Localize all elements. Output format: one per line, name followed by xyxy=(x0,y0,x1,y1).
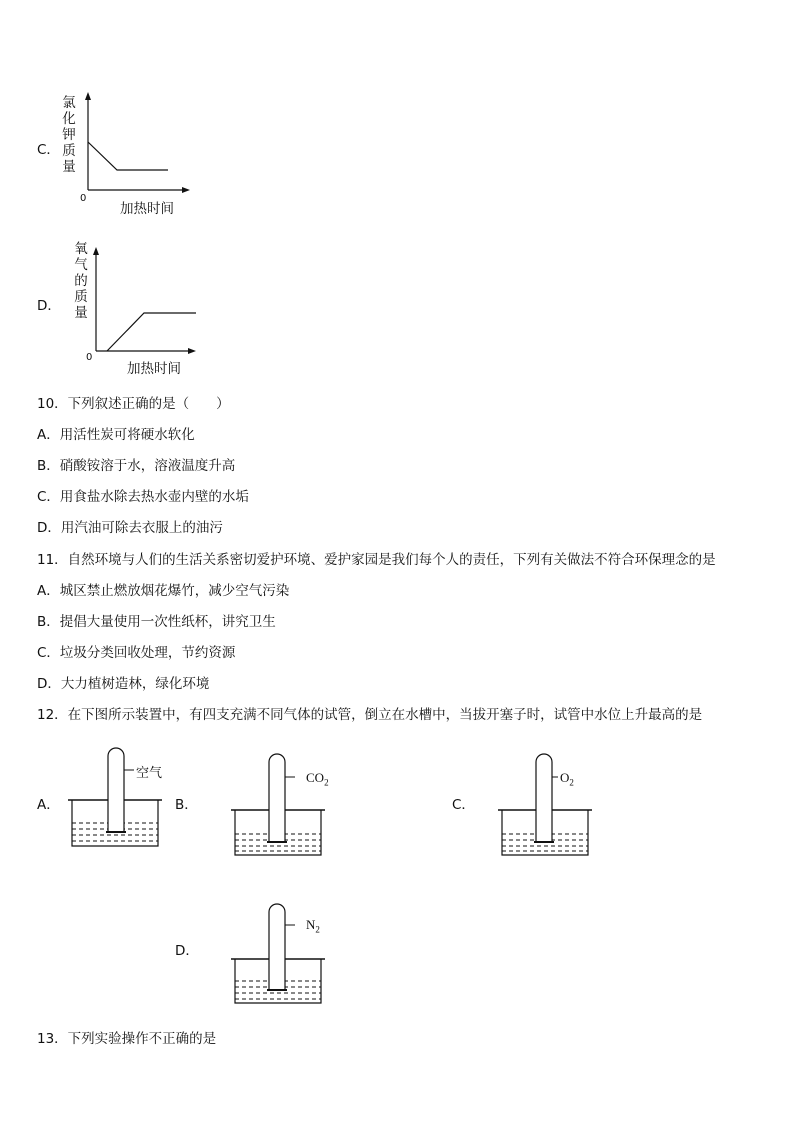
q12-d-gas-label: $N_2$ xyxy=(306,917,320,935)
q12-a-gas-label: 空气 xyxy=(136,766,163,781)
q12-d-apparatus xyxy=(229,898,334,1008)
q12-c-apparatus xyxy=(496,750,601,860)
q9-c-graph xyxy=(80,90,195,200)
test-tube xyxy=(536,754,552,842)
q9-d-ylabel-char: 质 xyxy=(74,289,88,305)
q11-stem: 11．自然环境与人们的生活关系密切爱护环境、爱护家园是我们每个人的责任，下列有关做法不符合环保理念的是 xyxy=(37,552,716,568)
q10-option-d: D．用汽油可除去衣服上的油污 xyxy=(37,520,223,536)
q12-a-apparatus xyxy=(66,743,171,853)
q9-c-ylabel-char: 氯 xyxy=(62,95,76,111)
q9-d-origin: 0 xyxy=(86,352,93,363)
q9-c-ylabel xyxy=(61,95,77,175)
q9-c-ylabel-char: 化 xyxy=(62,111,76,127)
test-tube xyxy=(269,754,285,842)
q9-c-curve xyxy=(88,142,168,170)
q12-b-gas-label: $CO_2$ xyxy=(306,770,329,788)
q10-option-c: C．用食盐水除去热水壶内壁的水垢 xyxy=(37,489,249,505)
q11-option-c: C．垃圾分类回收处理，节约资源 xyxy=(37,645,236,661)
q11-option-d: D．大力植树造林，绿化环境 xyxy=(37,676,210,692)
q11-option-b: B．提倡大量使用一次性纸杯，讲究卫生 xyxy=(37,614,276,630)
q9-d-letter: D． xyxy=(37,298,61,314)
q12-b-apparatus xyxy=(229,750,334,860)
q9-d-x-arrow xyxy=(188,348,196,354)
test-tube xyxy=(108,748,124,832)
q9-d-xlabel: 加热时间 xyxy=(127,361,181,377)
q9-d-y-arrow xyxy=(93,247,99,255)
q11-option-a: A．城区禁止燃放烟花爆竹，减少空气污染 xyxy=(37,583,290,599)
q10-stem: 10．下列叙述正确的是（ ） xyxy=(37,396,230,412)
test-tube xyxy=(269,904,285,990)
q9-c-origin: 0 xyxy=(80,193,87,204)
q9-c-y-arrow xyxy=(85,92,91,100)
q12-stem: 12．在下图所示装置中，有四支充满不同气体的试管，倒立在水槽中，当拔开塞子时，试管中水位上升最高的是 xyxy=(37,707,703,723)
q12-d-letter: D． xyxy=(175,943,199,959)
q9-d-ylabel xyxy=(73,241,89,321)
q9-c-ylabel-char: 质 xyxy=(62,143,76,159)
q9-c-ylabel-char: 钾 xyxy=(62,127,76,143)
q9-c-xlabel: 加热时间 xyxy=(120,201,174,217)
q12-b-letter: B． xyxy=(175,797,198,813)
q10-option-a: A．用活性炭可将硬水软化 xyxy=(37,427,195,443)
q12-c-gas-label: $O_2$ xyxy=(560,770,574,788)
q12-a-letter: A． xyxy=(37,797,60,813)
q9-c-letter: C． xyxy=(37,142,60,158)
q12-c-letter: C． xyxy=(452,797,475,813)
q9-c-ylabel-char: 量 xyxy=(62,159,76,175)
q9-d-ylabel-char: 的 xyxy=(74,273,88,289)
q9-d-ylabel-char: 气 xyxy=(74,257,88,273)
q9-d-graph xyxy=(88,245,203,355)
q9-d-curve xyxy=(107,313,196,351)
q9-c-x-arrow xyxy=(182,187,190,193)
q9-d-ylabel-char: 量 xyxy=(74,305,88,321)
q9-d-ylabel-char: 氧 xyxy=(74,241,88,257)
q10-option-b: B．硝酸铵溶于水，溶液温度升高 xyxy=(37,458,236,474)
q13-stem: 13．下列实验操作不正确的是 xyxy=(37,1031,217,1047)
